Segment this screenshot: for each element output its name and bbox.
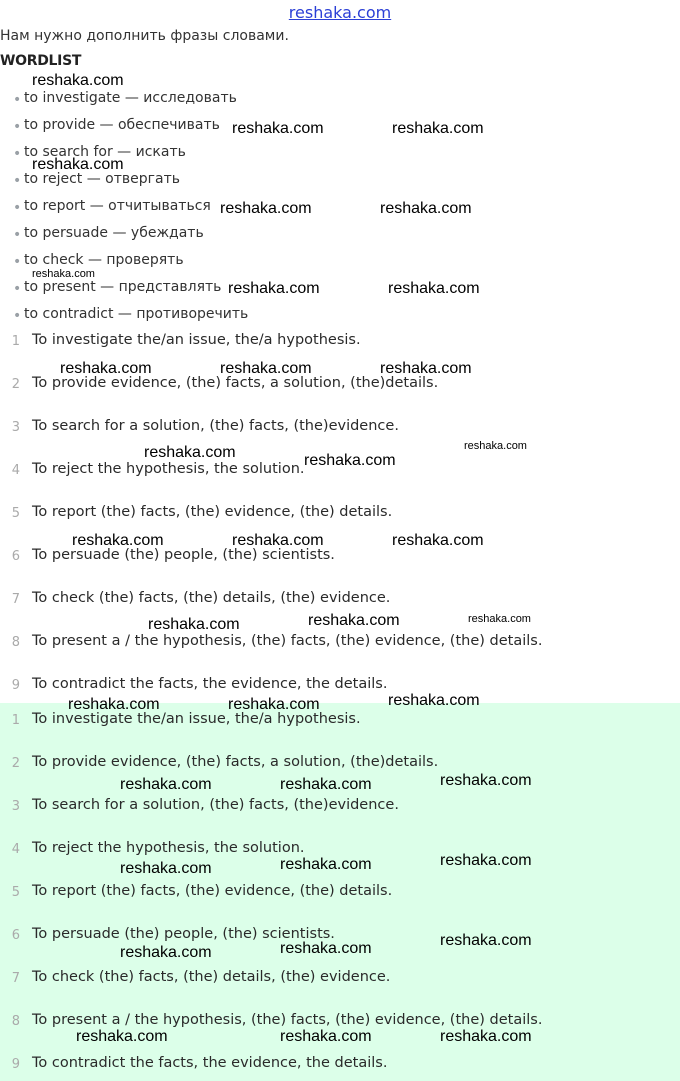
watermark: reshaka.com <box>440 852 532 869</box>
item-number: 5 <box>11 506 20 521</box>
answer-number: 2 <box>11 756 20 771</box>
answer-sentence: To provide evidence, (the) facts, a solution, (the)details. <box>32 754 439 770</box>
exercise-sentence: To report (the) facts, (the) evidence, (the) details. <box>32 504 393 520</box>
watermark: reshaka.com <box>440 1028 532 1045</box>
bullet-icon: • <box>13 308 22 324</box>
exercise-sentence: To check (the) facts, (the) details, (the) evidence. <box>32 590 391 606</box>
wordlist-item: to persuade — убеждать <box>24 225 204 241</box>
watermark: reshaka.com <box>228 696 320 713</box>
watermark: reshaka.com <box>304 452 396 469</box>
answer-sentence: To present a / the hypothesis, (the) facts, (the) evidence, (the) details. <box>32 1012 543 1028</box>
watermark: reshaka.com <box>280 856 372 873</box>
bullet-icon: • <box>13 281 22 297</box>
watermark: reshaka.com <box>76 1028 168 1045</box>
exercise-sentence: To persuade (the) people, (the) scientists. <box>32 547 335 563</box>
exercise-sentence: To search for a solution, (the) facts, (the)evidence. <box>32 418 399 434</box>
watermark: reshaka.com <box>280 940 372 957</box>
answer-number: 7 <box>11 971 20 986</box>
watermark: reshaka.com <box>148 616 240 633</box>
watermark: reshaka.com <box>220 200 312 217</box>
watermark: reshaka.com <box>392 532 484 549</box>
answer-number: 1 <box>11 713 20 728</box>
watermark: reshaka.com <box>120 860 212 877</box>
answer-number: 3 <box>11 799 20 814</box>
exercise-sentence: To provide evidence, (the) facts, a solution, (the)details. <box>32 375 439 391</box>
item-number: 3 <box>11 420 20 435</box>
wordlist-item: to reject — отвергать <box>24 171 180 187</box>
wordlist-item: to provide — обеспечивать <box>24 117 220 133</box>
wordlist-heading: WORDLIST <box>0 53 82 69</box>
item-number: 9 <box>11 678 20 693</box>
watermark: reshaka.com <box>120 776 212 793</box>
watermark: reshaka.com <box>232 120 324 137</box>
exercise-sentence: To contradict the facts, the evidence, the details. <box>32 676 388 692</box>
bullet-icon: • <box>13 92 22 108</box>
item-number: 6 <box>11 549 20 564</box>
answer-sentence: To investigate the/an issue, the/a hypothesis. <box>32 711 361 727</box>
watermark: reshaka.com <box>280 776 372 793</box>
exercise-sentence: To reject the hypothesis, the solution. <box>32 461 305 477</box>
wordlist-item: to present — представлять <box>24 279 222 295</box>
watermark: reshaka.com <box>32 268 95 280</box>
bullet-icon: • <box>13 119 22 135</box>
item-number: 4 <box>11 463 20 478</box>
answer-sentence: To search for a solution, (the) facts, (the)evidence. <box>32 797 399 813</box>
watermark: reshaka.com <box>144 444 236 461</box>
item-number: 1 <box>11 334 20 349</box>
wordlist-item: to investigate — исследовать <box>24 90 237 106</box>
intro-text: Нам нужно дополнить фразы словами. <box>0 28 289 44</box>
bullet-icon: • <box>13 146 22 162</box>
item-number: 8 <box>11 635 20 650</box>
answer-number: 6 <box>11 928 20 943</box>
bullet-icon: • <box>13 227 22 243</box>
watermark: reshaka.com <box>388 280 480 297</box>
watermark: reshaka.com <box>32 156 124 173</box>
watermark: reshaka.com <box>60 360 152 377</box>
exercise-sentence: To investigate the/an issue, the/a hypothesis. <box>32 332 361 348</box>
watermark: reshaka.com <box>228 280 320 297</box>
answer-number: 8 <box>11 1014 20 1029</box>
watermark: reshaka.com <box>68 696 160 713</box>
watermark: reshaka.com <box>464 440 527 452</box>
wordlist-item: to check — проверять <box>24 252 184 268</box>
answer-sentence: To contradict the facts, the evidence, the details. <box>32 1055 388 1071</box>
answer-number: 9 <box>11 1057 20 1072</box>
exercise-sentence: To present a / the hypothesis, (the) facts, (the) evidence, (the) details. <box>32 633 543 649</box>
watermark: reshaka.com <box>280 1028 372 1045</box>
watermark: reshaka.com <box>380 200 472 217</box>
wordlist-item: to report — отчитываться <box>24 198 211 214</box>
watermark: reshaka.com <box>120 944 212 961</box>
wordlist-item: to search for — искать <box>24 144 186 160</box>
item-number: 7 <box>11 592 20 607</box>
item-number: 2 <box>11 377 20 392</box>
answer-sentence: To reject the hypothesis, the solution. <box>32 840 305 856</box>
answer-sentence: To persuade (the) people, (the) scientists. <box>32 926 335 942</box>
watermark: reshaka.com <box>220 360 312 377</box>
watermark: reshaka.com <box>232 532 324 549</box>
watermark: reshaka.com <box>440 772 532 789</box>
site-title-link[interactable]: reshaka.com <box>288 3 392 22</box>
watermark: reshaka.com <box>308 612 400 629</box>
watermark: reshaka.com <box>380 360 472 377</box>
watermark: reshaka.com <box>32 72 124 89</box>
bullet-icon: • <box>13 200 22 216</box>
answer-sentence: To check (the) facts, (the) details, (the) evidence. <box>32 969 391 985</box>
bullet-icon: • <box>13 254 22 270</box>
answer-number: 4 <box>11 842 20 857</box>
answer-sentence: To report (the) facts, (the) evidence, (the) details. <box>32 883 393 899</box>
watermark: reshaka.com <box>72 532 164 549</box>
bullet-icon: • <box>13 173 22 189</box>
watermark: reshaka.com <box>440 932 532 949</box>
watermark: reshaka.com <box>468 613 531 625</box>
answer-number: 5 <box>11 885 20 900</box>
wordlist-item: to contradict — противоречить <box>24 306 249 322</box>
watermark: reshaka.com <box>388 692 480 709</box>
watermark: reshaka.com <box>392 120 484 137</box>
